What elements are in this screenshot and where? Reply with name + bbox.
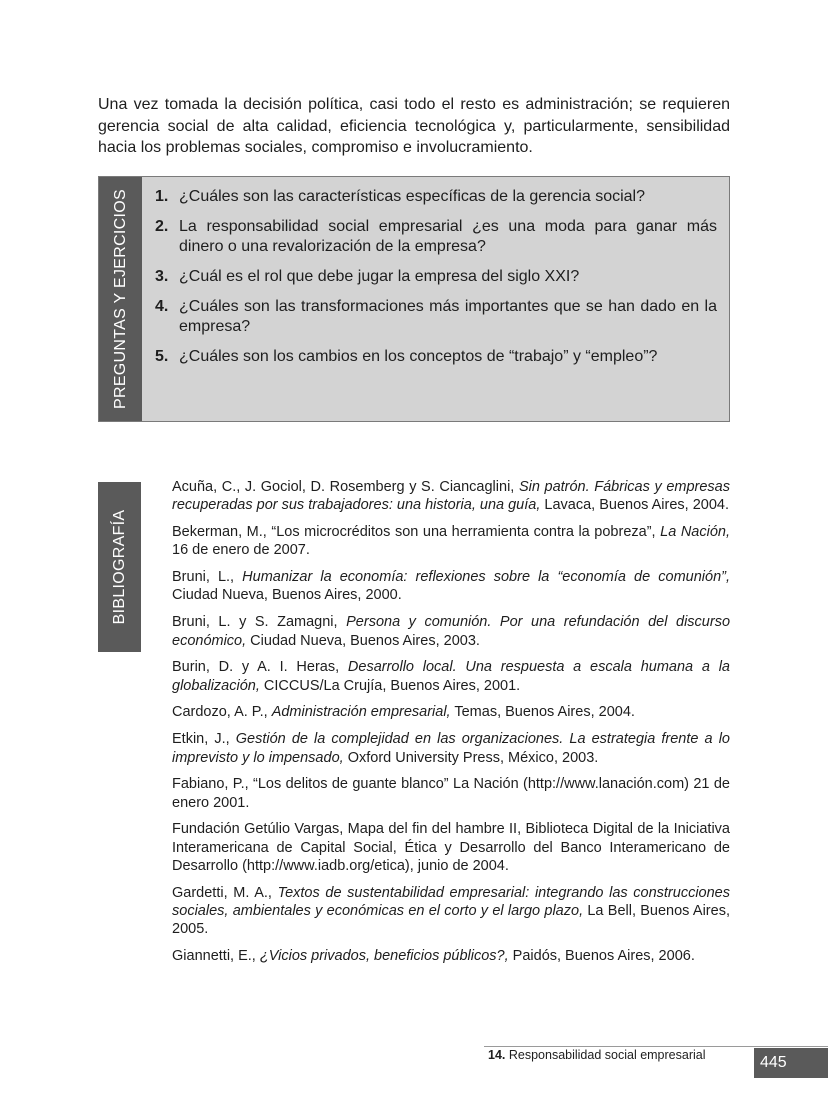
ref-publisher: 16 de enero de 2007. bbox=[172, 542, 310, 559]
bibliography-entry bbox=[172, 703, 730, 721]
question-item bbox=[155, 217, 717, 257]
intro-paragraph: Una vez tomada la decisión política, casi todo el resto es administración; se requieren gerencia social de alta calidad, eficiencia tecnológica y, particularmente, sensibilidad hacia los problemas sociales, compromiso e involucramiento. bbox=[98, 96, 730, 156]
ref-title: Sin patrón. Fábricas y empresas recuperadas por sus trabajadores: una historia, una guía, bbox=[172, 479, 730, 514]
ref-author: Cardozo, A. P., bbox=[172, 704, 272, 721]
bibliography-side-tab bbox=[98, 482, 141, 652]
ref-author: Giannetti, E., bbox=[172, 948, 260, 965]
question-item bbox=[155, 267, 717, 287]
ref-title: Humanizar la economía: reflexiones sobre la “economía de comunión”, bbox=[242, 569, 730, 586]
ref-publisher: Lavaca, Buenos Aires, 2004. bbox=[540, 497, 730, 514]
question-text: La responsabilidad social empresarial ¿es una moda para ganar más dinero o una revalorización de la empresa? bbox=[179, 218, 717, 255]
bibliography-entry bbox=[172, 775, 730, 812]
question-number: 4. bbox=[155, 298, 169, 315]
question-item bbox=[155, 187, 717, 207]
ref-publisher: CICCUS/La Crujía, Buenos Aires, 2001. bbox=[259, 677, 521, 694]
ref-title: Textos de sustentabilidad empresarial: integrando las construcciones sociales, ambientales y económicas en el corto y el largo plazo, bbox=[172, 884, 730, 920]
ref-author: Bruni, L. y S. Zamagni, bbox=[172, 614, 347, 631]
question-text: ¿Cuál es el rol que debe jugar la empresa del siglo XXI? bbox=[179, 268, 580, 285]
bibliography-entry bbox=[172, 730, 730, 767]
ref-publisher: La Bell, Buenos Aires, 2005. bbox=[172, 903, 730, 938]
bibliography-entry bbox=[172, 820, 730, 875]
questions-tab-label: PREGUNTAS Y EJERCICIOS bbox=[111, 189, 129, 409]
ref-title: Desarrollo local. Una respuesta a escala humana a la globalización, bbox=[172, 659, 730, 694]
ref-title: ¿Vicios privados, beneficios públicos?, bbox=[259, 948, 509, 965]
question-text: ¿Cuáles son los cambios en los conceptos de “trabajo” y “empleo”? bbox=[179, 348, 658, 365]
ref-publisher: Paidós, Buenos Aires, 2006. bbox=[508, 948, 695, 965]
question-number: 1. bbox=[155, 188, 169, 205]
ref-author: Burin, D. y A. I. Heras, bbox=[172, 659, 348, 676]
question-text: ¿Cuáles son las transformaciones más importantes que se han dado en la empresa? bbox=[179, 298, 717, 335]
ref-author: Bruni, L., bbox=[172, 569, 243, 586]
question-text: ¿Cuáles son las características específicas de la gerencia social? bbox=[179, 188, 645, 205]
bibliography-entry bbox=[172, 613, 730, 650]
bibliography-entry bbox=[172, 478, 730, 515]
ref-title: La Nación, bbox=[660, 524, 730, 541]
ref-author: Etkin, J., bbox=[172, 731, 236, 748]
ref-author: Fundación Getúlio Vargas, Mapa del fin del hambre II, Biblioteca Digital de la Iniciativa Interamericana de Capital Social, Ética y Desarrollo del Banco Interamericano de Desarrollo (http://www.iadb.org/etica), junio de 2004. bbox=[172, 821, 730, 875]
bibliography-entry bbox=[172, 884, 730, 939]
ref-publisher: Temas, Buenos Aires, 2004. bbox=[450, 704, 635, 721]
bibliography-entry bbox=[172, 947, 730, 965]
bibliography-entry bbox=[172, 568, 730, 605]
ref-publisher: Ciudad Nueva, Buenos Aires, 2000. bbox=[172, 587, 402, 604]
bibliography-entry bbox=[172, 523, 730, 560]
footer-divider bbox=[484, 1046, 828, 1047]
ref-author: Gardetti, M. A., bbox=[172, 884, 278, 901]
question-number: 2. bbox=[155, 218, 169, 235]
ref-publisher: Ciudad Nueva, Buenos Aires, 2003. bbox=[246, 632, 480, 649]
ref-author: Bekerman, M., “Los microcréditos son una herramienta contra la pobreza”, bbox=[172, 524, 661, 541]
ref-author: Fabiano, P., “Los delitos de guante blanco” La Nación (http://www.lanación.com) 21 de enero 2001. bbox=[172, 776, 730, 811]
ref-author: Acuña, C., J. Gociol, D. Rosemberg y S. Ciancaglini, bbox=[172, 479, 519, 495]
question-item bbox=[155, 297, 717, 337]
question-number: 5. bbox=[155, 348, 169, 365]
chapter-title: Responsabilidad social empresarial bbox=[505, 1048, 706, 1062]
ref-title: Administración empresarial, bbox=[271, 704, 451, 721]
ref-title: Persona y comunión. Por una refundación del discurso económico, bbox=[172, 614, 731, 649]
bibliography-tab-label: BIBLIOGRAFÍA bbox=[110, 509, 128, 625]
ref-publisher: Oxford University Press, México, 2003. bbox=[343, 749, 599, 766]
page-number: 445 bbox=[754, 1048, 828, 1078]
question-number: 3. bbox=[155, 268, 169, 285]
questions-side-tab bbox=[99, 177, 142, 421]
ref-title: Gestión de la complejidad en las organizaciones. La estrategia frente a lo imprevisto y lo impensado, bbox=[172, 731, 730, 766]
running-footer bbox=[488, 1048, 706, 1062]
bibliography-list bbox=[172, 478, 730, 974]
question-item bbox=[155, 347, 717, 367]
chapter-number: 14. bbox=[488, 1048, 506, 1062]
questions-box bbox=[98, 176, 730, 422]
bibliography-entry bbox=[172, 658, 730, 695]
questions-list bbox=[155, 187, 717, 377]
